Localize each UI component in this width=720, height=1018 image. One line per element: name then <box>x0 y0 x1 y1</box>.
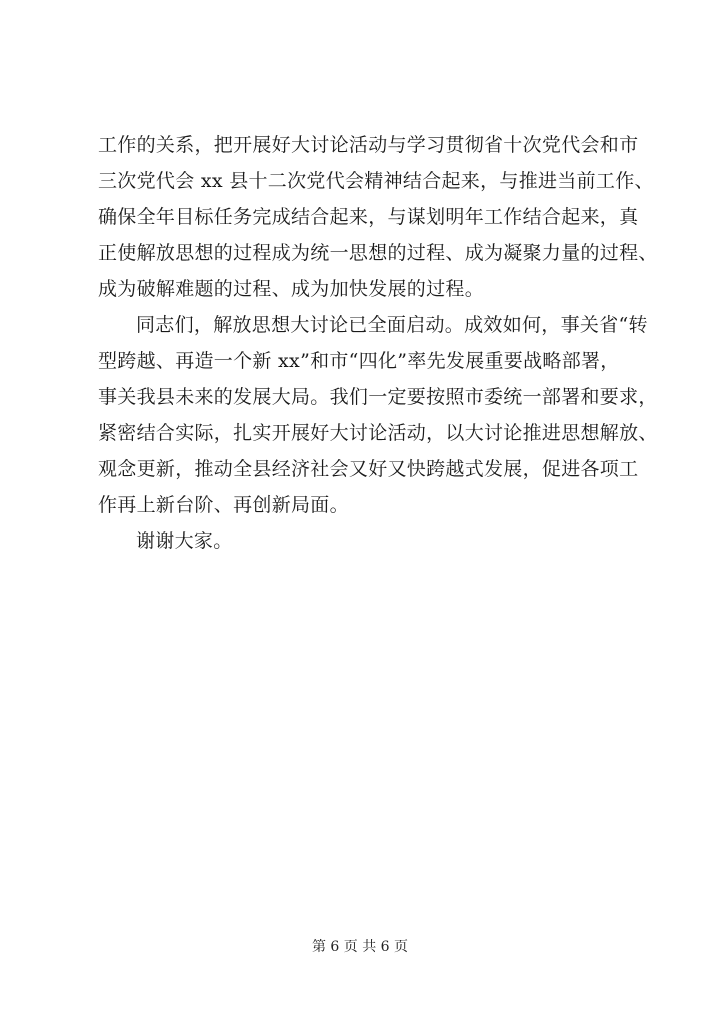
paragraph-line: 同志们，解放思想大讨论已全面启动。成效如何，事关省“转 <box>136 314 648 336</box>
paragraph-3 <box>98 523 658 559</box>
paragraph-line: 观念更新，推动全县经济社会又好又快跨越式发展，促进各项工 <box>98 458 639 480</box>
paragraph-line: 确保全年目标任务完成结合起来，与谋划明年工作结合起来，真 <box>98 206 639 228</box>
paragraph-line: 成为破解难题的过程、成为加快发展的过程。 <box>98 278 485 300</box>
paragraph-line: 工作的关系，把开展好大讨论活动与学习贯彻省十次党代会和市 <box>98 134 639 156</box>
paragraph-1 <box>98 127 658 307</box>
paragraph-line: 三次党代会 xx 县十二次党代会精神结合起来，与推进当前工作、 <box>98 170 654 192</box>
paragraph-line: 紧密结合实际，扎实开展好大讨论活动，以大讨论推进思想解放、 <box>98 422 658 444</box>
paragraph-line: 正使解放思想的过程成为统一思想的过程、成为凝聚力量的过程、 <box>98 242 658 264</box>
paragraph-line: 作再上新台阶、再创新局面。 <box>98 494 349 516</box>
document-body <box>98 127 658 559</box>
paragraph-line: 型跨越、再造一个新 xx”和市“四化”率先发展重要战略部署， <box>98 350 620 372</box>
paragraph-line: 事关我县未来的发展大局。我们一定要按照市委统一部署和要求， <box>98 386 658 408</box>
paragraph-line: 谢谢大家。 <box>136 530 233 552</box>
paragraph-2 <box>98 307 658 523</box>
page-number-footer: 第 6 页 共 6 页 <box>311 939 409 955</box>
